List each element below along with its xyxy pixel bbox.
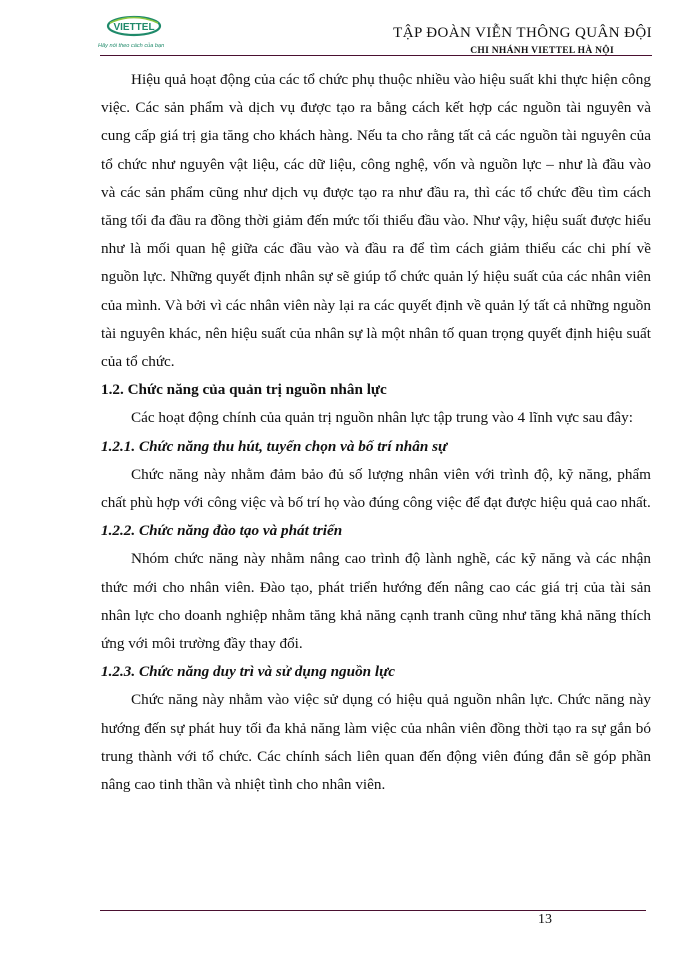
document-body [101, 66, 651, 799]
logo-wordmark: VIETTEL [113, 22, 155, 33]
subsection-heading: 1.2.3. Chức năng duy trì và sử dụng nguồn lực [101, 663, 395, 681]
paragraph: Chức năng này nhằm đảm bảo đủ số lượng nhân viên với trình độ, kỹ năng, phẩm chất phù hợp với công việc và bố trí họ vào đúng công việc để đạt được hiệu quả cao nhất. [101, 465, 651, 512]
paragraph: Hiệu quả hoạt động của các tổ chức phụ thuộc nhiều vào hiệu suất khi thực hiện công việc. Các sản phẩm và dịch vụ được tạo ra bằng cách kết hợp các nguồn tài nguyên và cung cấp giá trị gia tăng cho khách hàng. Nếu ta cho rằng tất cả các nguồn tài nguyên của tổ chức như nguyên vật liệu, các dữ liệu, công nghệ, vốn và nguồn lực – như là đầu vào và các sản phẩm cũng như dịch vụ được tạo ra như đầu ra, thì các tổ chức đều tìm cách tăng tối đa đầu ra đồng thời giảm đến mức tối thiểu đầu vào. Như vậy, hiệu suất được hiểu như là mối quan hệ giữa các đầu vào và đầu ra để tìm cách giảm thiểu các chi phí về nguồn lực. Những quyết định nhân sự sẽ giúp tổ chức quản lý hiệu suất của các nhân viên của mình. Và bởi vì các nhân viên này lại ra các quyết định về quản lý tất cả những nguồn tài nguyên khác, nên hiệu suất của nhân sự là một nhân tố quan trọng quyết định hiệu suất của tổ chức. [101, 71, 651, 371]
viettel-logo [96, 14, 206, 56]
logo-tagline: Hãy nói theo cách của bạn [98, 43, 165, 49]
footer-rule [100, 910, 646, 911]
page-number: 13 [538, 912, 552, 927]
header-title: TẬP ĐOÀN VIỄN THÔNG QUÂN ĐỘI [393, 25, 652, 41]
paragraph: Chức năng này nhằm vào việc sử dụng có hiệu quả nguồn nhân lực. Chức năng này hướng đến sự phát huy tối đa khả năng làm việc của nhân viên đồng thời tạo ra sự gắn bó trung thành với tổ chức. Các chính sách liên quan đến động viên đúng đắn sẽ góp phần nâng cao tinh thần và nhiệt tình cho nhân viên. [101, 691, 651, 794]
paragraph: Các hoạt động chính của quản trị nguồn nhân lực tập trung vào 4 lĩnh vực sau đây: [131, 409, 633, 427]
paragraph: Nhóm chức năng này nhằm nâng cao trình độ lành nghề, các kỹ năng và các nhận thức mới cho nhân viên. Đào tạo, phát triển hướng đến nâng cao các giá trị của tài sản nhân lực cho doanh nghiệp nhằm tăng khả năng cạnh tranh cũng như tăng khả năng thích ứng với môi trường đầy thay đổi. [101, 550, 651, 653]
section-heading: 1.2. Chức năng của quản trị nguồn nhân lực [101, 381, 387, 399]
subsection-heading: 1.2.1. Chức năng thu hút, tuyển chọn và bố trí nhân sự [101, 437, 448, 455]
document-header [393, 24, 652, 56]
header-subtitle: CHI NHÁNH VIETTEL HÀ NỘI [470, 46, 614, 56]
subsection-heading: 1.2.2. Chức năng đào tạo và phát triển [101, 522, 343, 540]
header-rule [100, 55, 652, 56]
